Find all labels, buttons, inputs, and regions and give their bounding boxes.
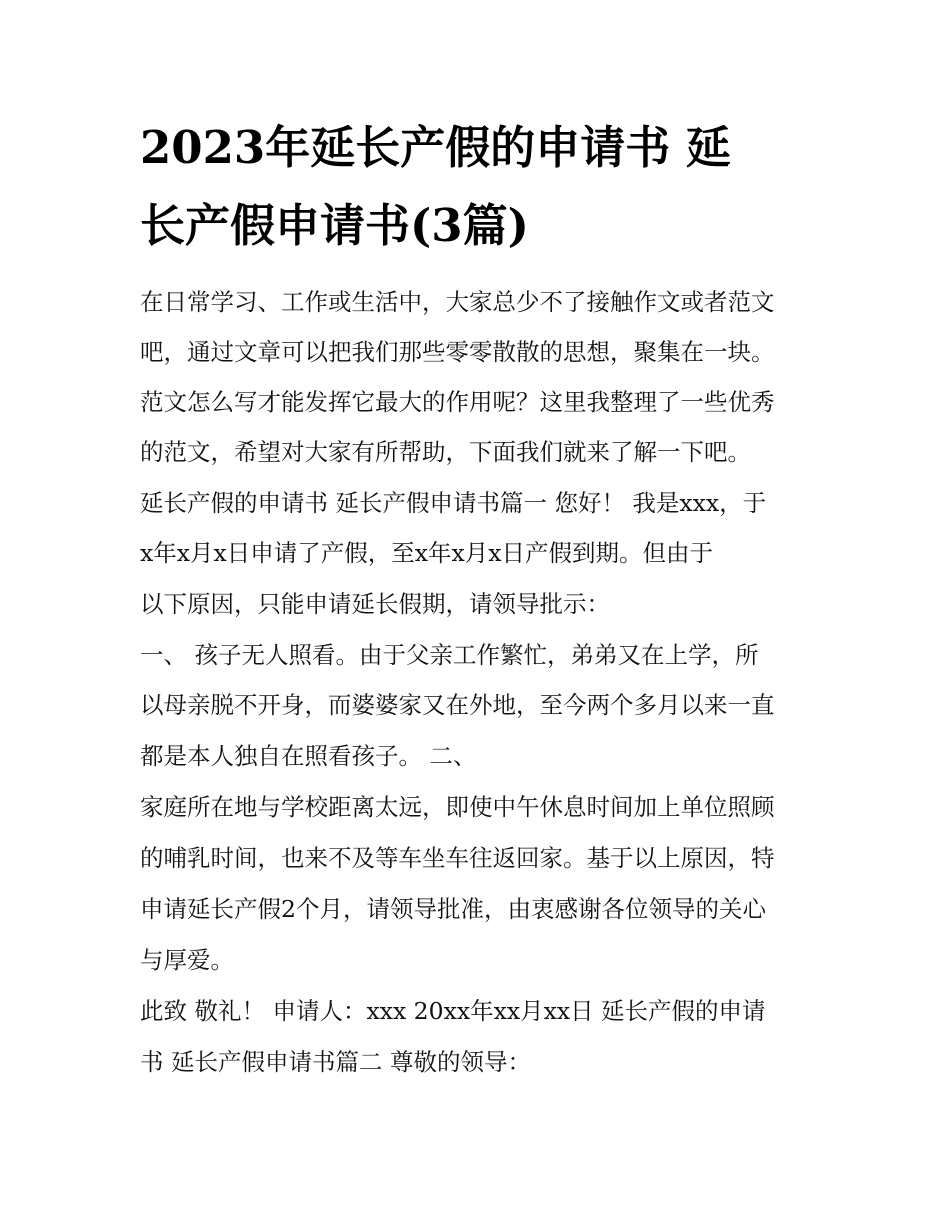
body-line: 在日常学习、工作或生活中，大家总少不了接触作文或者范文 [140, 288, 775, 316]
body-line: 此致 敬礼！ 申请人：xxx 20xx年xx月xx日 延长产假的申请 [140, 997, 766, 1025]
body-line: 一、 孩子无人照看。由于父亲工作繁忙，弟弟又在上学，所 [140, 641, 759, 669]
body-line: 与厚爱。 [140, 946, 234, 974]
body-line: 都是本人独自在照看孩子。 二、 [140, 742, 477, 770]
body-line: 吧，通过文章可以把我们那些零零散散的思想，聚集在一块。 [140, 338, 775, 366]
body-line: 书 延长产假申请书篇二 尊敬的领导： [140, 1048, 531, 1076]
body-line: 申请延长产假2个月，请领导批准，由衷感谢各位领导的关心 [140, 895, 766, 923]
body-line: 的范文，希望对大家有所帮助，下面我们就来了解一下吧。 [140, 438, 751, 466]
body-line: 的哺乳时间，也来不及等车坐车往返回家。基于以上原因，特 [140, 844, 775, 872]
body-line: 以母亲脱不开身，而婆婆家又在外地，至今两个多月以来一直 [140, 691, 775, 719]
document-title-line-2: 长产假申请书(3篇) [140, 199, 529, 252]
body-line: 延长产假的申请书 延长产假申请书篇一 您好！ 我是xxx，于 [140, 489, 767, 517]
body-line: 以下原因，只能申请延长假期，请领导批示： [140, 590, 610, 618]
body-line: 范文怎么写才能发挥它最大的作用呢？这里我整理了一些优秀 [140, 388, 775, 416]
body-line: 家庭所在地与学校距离太远，即使中午休息时间加上单位照顾 [140, 793, 775, 821]
body-line: x年x月x日申请了产假，至x年x月x日产假到期。但由于 [140, 539, 714, 567]
document-title-line-1: 2023年延长产假的申请书 延 [140, 121, 731, 174]
